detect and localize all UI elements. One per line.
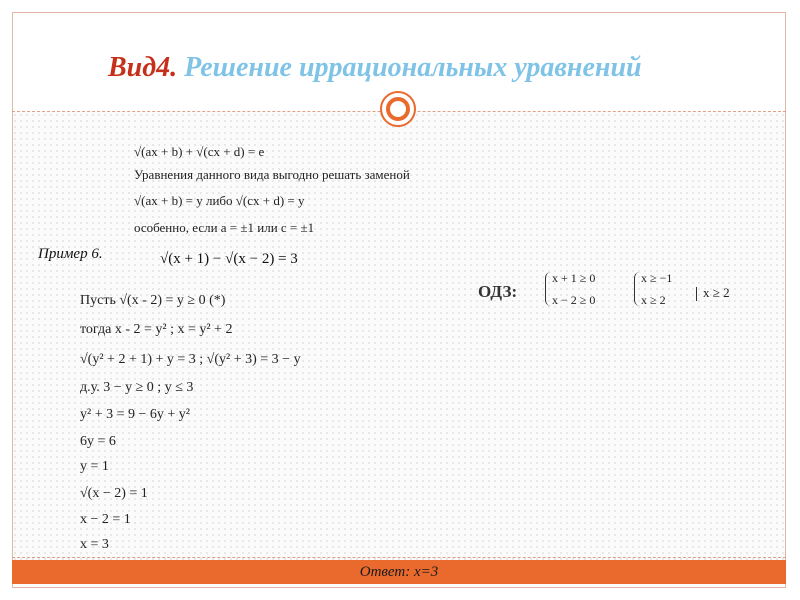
title-rest: Решение иррациональных уравнений: [184, 52, 642, 83]
odz-result-text: x ≥ 2: [703, 285, 730, 300]
solution-step: y = 1: [80, 459, 109, 474]
odz-system-1-line: x + 1 ≥ 0: [552, 271, 596, 285]
circle-ornament-icon: [380, 91, 416, 127]
answer-bar: [12, 560, 786, 584]
solution-step: 6y = 6: [80, 434, 116, 449]
solution-step: √(x − 2) = 1: [80, 486, 148, 501]
divider-bar: [696, 287, 697, 301]
intro-line: Уравнения данного вида выгодно решать заменой: [134, 167, 410, 182]
solution-step: Пусть √(x - 2) = y ≥ 0 (*): [80, 293, 226, 308]
example-equation: √(x + 1) − √(x − 2) = 3: [160, 251, 298, 267]
example-label: Пример 6.: [38, 246, 103, 262]
odz-system-1-line: x − 2 ≥ 0: [552, 293, 596, 307]
odz-result: [696, 285, 730, 301]
solution-step: x = 3: [80, 537, 109, 552]
bottom-divider: [12, 557, 786, 558]
solution-step: тогда x - 2 = y² ; x = y² + 2: [80, 322, 233, 337]
odz-system-2-line: x ≥ 2: [641, 293, 666, 307]
intro-line: √(ax + b) + √(cx + d) = e: [134, 144, 265, 159]
intro-line: особенно, если a = ±1 или c = ±1: [134, 220, 315, 235]
solution-step: y² + 3 = 9 − 6y + y²: [80, 407, 190, 422]
solution-step: x − 2 = 1: [80, 512, 131, 527]
odz-label: ОДЗ:: [478, 282, 518, 301]
solution-step: √(y² + 2 + 1) + y = 3 ; √(y² + 3) = 3 − y: [80, 352, 301, 367]
answer-text: Ответ: x=3: [359, 564, 439, 580]
solution-step: д.у. 3 − y ≥ 0 ; y ≤ 3: [80, 380, 194, 395]
odz-system-2-line: x ≥ −1: [641, 271, 673, 285]
intro-line: √(ax + b) = y либо √(cx + d) = y: [134, 193, 305, 208]
title-lead: Вид4.: [108, 52, 178, 83]
